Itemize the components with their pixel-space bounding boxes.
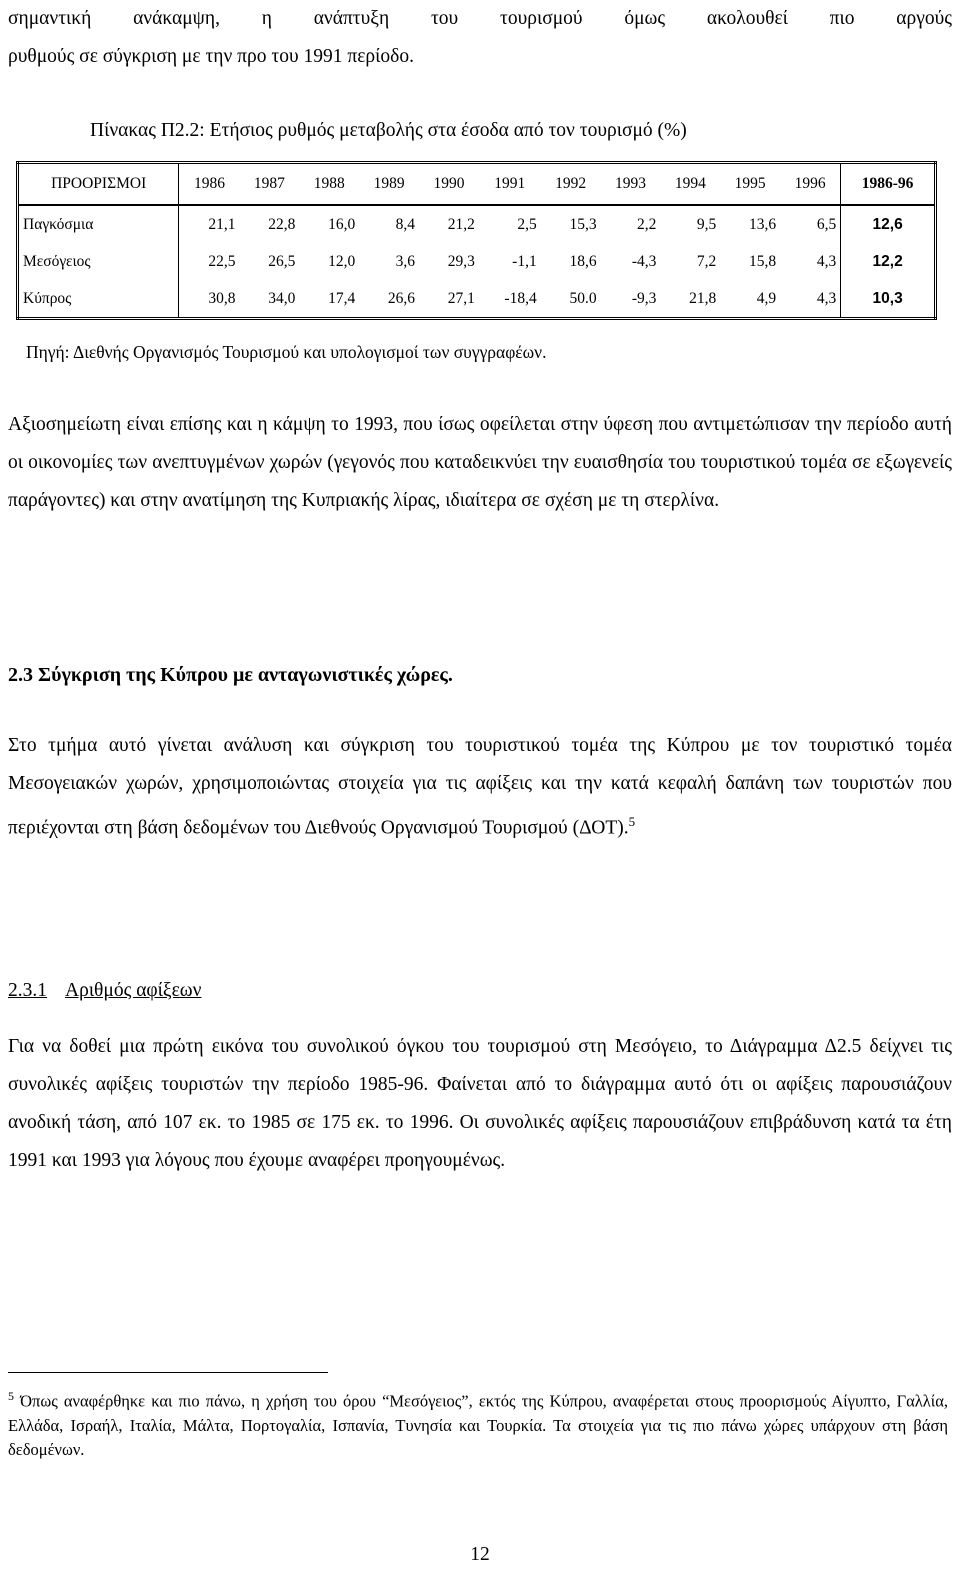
table-cell: 21,2 bbox=[447, 215, 475, 233]
section-paragraph-text: Στο τμήμα αυτό γίνεται ανάλυση και σύγκριση του τουριστικού τομέα της Κύπρου με τον τουριστικό τομέα Μεσογειακών χωρών, χρησιμοποιώντας στοιχεία για τις αφίξεις και την κατά κεφαλή δαπάνη των τουριστών που περιέχονται στη βάση δεδομένων του Διεθνούς Οργανισμού Τουρισμού (ΔΟΤ). bbox=[8, 735, 952, 839]
table-cell: -18,4 bbox=[504, 289, 537, 307]
table-cell-total: 12,2 bbox=[841, 243, 936, 280]
column-header: ΠΡΟΟΡΙΣΜΟΙ bbox=[18, 163, 179, 206]
subsection-heading bbox=[8, 976, 201, 1006]
table-cell: 50.0 bbox=[569, 289, 597, 307]
table-cell: 7,2 bbox=[696, 252, 717, 270]
table-cell: 6,5 bbox=[816, 215, 837, 233]
table-caption: Πίνακας Π2.2: Ετήσιος ρυθμός μεταβολής στα έσοδα από τον τουρισμό (%) bbox=[90, 120, 687, 141]
table-header-row bbox=[18, 163, 936, 206]
table-cell: 21,1 bbox=[208, 215, 236, 233]
column-header: 1996 bbox=[780, 163, 841, 206]
intro-line-1: σημαντική ανάκαμψη, η ανάπτυξη του τουρισμού όμως ακολουθεί πιο αργούς bbox=[8, 8, 952, 29]
table-cell: 4,9 bbox=[756, 289, 777, 307]
table-cell: 22,8 bbox=[268, 215, 296, 233]
footnote-text: Όπως αναφέρθηκε και πιο πάνω, η χρήση του όρου “Μεσόγειος”, εκτός της Κύπρου, αναφέρεται στους προορισμούς Αίγυπτο, Γαλλία, Ελλάδα, Ισραήλ, Ιταλία, Μάλτα, Πορτογαλία, Ισπανία, Τυνησία και Τουρκία. Τα στοιχεία για τις πιο πάνω χώρες υπάρχουν στη βάση δεδομένων. bbox=[8, 1391, 948, 1459]
footnote-separator bbox=[8, 1372, 328, 1373]
table-cell: -1,1 bbox=[512, 252, 537, 270]
table-cell: 26,5 bbox=[268, 252, 296, 270]
table-cell: 15,3 bbox=[569, 215, 597, 233]
column-header: 1990 bbox=[419, 163, 479, 206]
section-paragraph bbox=[8, 727, 952, 848]
table-cell: 21,8 bbox=[689, 289, 717, 307]
table-cell: 34,0 bbox=[268, 289, 296, 307]
table-cell: 13,6 bbox=[748, 215, 777, 233]
table-cell: 22,5 bbox=[208, 252, 236, 270]
column-header: 1994 bbox=[660, 163, 720, 206]
subsection-paragraph: Για να δοθεί μια πρώτη εικόνα του συνολικού όγκου του τουρισμού στη Μεσόγειο, το Διάγραμμα Δ2.5 δείχνει τις συνολικές αφίξεις τουριστών την περίοδο 1985-96. Φαίνεται από το διάγραμμα αυτό ότι οι αφίξεις παρουσιάζουν ανοδική τάση, από 107 εκ. το 1985 σε 175 εκ. το 1996. Οι συνολικές αφίξεις παρουσιάζουν επιβράδυνση κατά τα έτη 1991 και 1993 για λόγους που έχουμε αναφέρει προηγουμένως. bbox=[8, 1036, 952, 1171]
table-row bbox=[18, 243, 936, 280]
table-row bbox=[18, 205, 936, 243]
subsection-number: 2.3.1 bbox=[8, 980, 47, 1001]
intro-line-2: ρυθμούς σε σύγκριση με την προ του 1991 περίοδο. bbox=[8, 46, 414, 67]
footnote-reference: 5 bbox=[628, 814, 636, 829]
table-cell: 3,6 bbox=[395, 252, 416, 270]
table-cell: 29,3 bbox=[447, 252, 475, 270]
table-row bbox=[18, 280, 936, 319]
table-cell: 2,5 bbox=[517, 215, 537, 233]
table-cell: 4,3 bbox=[816, 252, 837, 270]
table-cell: 26,6 bbox=[387, 289, 416, 307]
subsection-title: Αριθμός αφίξεων bbox=[65, 980, 202, 1001]
row-label: Παγκόσμια bbox=[18, 205, 179, 243]
row-label: Κύπρος bbox=[18, 280, 179, 319]
section-heading: 2.3 Σύγκριση της Κύπρου με ανταγωνιστικές χώρες. bbox=[8, 664, 453, 686]
table-source-note: Πηγή: Διεθνής Οργανισμός Τουρισμού και υπολογισμοί των συγγραφέων. bbox=[26, 342, 547, 362]
revenue-change-table bbox=[16, 161, 937, 320]
row-label: Μεσόγειος bbox=[18, 243, 179, 280]
column-header: 1989 bbox=[359, 163, 419, 206]
table-cell: 4,3 bbox=[816, 289, 837, 307]
table-cell: 27,1 bbox=[447, 289, 475, 307]
table-cell: 8,4 bbox=[395, 215, 416, 233]
column-header: 1995 bbox=[720, 163, 780, 206]
page-number: 12 bbox=[470, 1544, 490, 1565]
table-cell: -4,3 bbox=[631, 252, 657, 270]
column-header: 1991 bbox=[479, 163, 541, 206]
paragraph-1: Αξιοσημείωτη είναι επίσης και η κάμψη το 1993, που ίσως οφείλεται στην ύφεση που αντιμετώπισαν την περίοδο αυτή οι οικονομίες των ανεπτυγμένων χωρών (γεγονός που καταδεικνύει την ευαισθησία του τουριστικού τομέα σε εξωγενείς παράγοντες) και στην ανατίμηση της Κυπριακής λίρας, ιδιαίτερα σε σχέση με τη στερλίνα. bbox=[8, 414, 952, 511]
table-cell: 2,2 bbox=[637, 215, 657, 233]
table-cell: 12,0 bbox=[328, 252, 356, 270]
table-cell-total: 10,3 bbox=[841, 280, 936, 319]
column-header: 1992 bbox=[541, 163, 601, 206]
table-cell: 30,8 bbox=[208, 289, 236, 307]
table-cell: 16,0 bbox=[328, 215, 356, 233]
table-cell: 18,6 bbox=[569, 252, 597, 270]
column-header: 1986 bbox=[179, 163, 240, 206]
table-cell: -9,3 bbox=[631, 289, 657, 307]
table-cell: 17,4 bbox=[328, 289, 356, 307]
footnote-marker: 5 bbox=[8, 1389, 14, 1403]
table-cell: 15,8 bbox=[748, 252, 777, 270]
column-header-period: 1986-96 bbox=[841, 163, 936, 206]
table-cell-total: 12,6 bbox=[841, 205, 936, 243]
column-header: 1993 bbox=[601, 163, 661, 206]
column-header: 1988 bbox=[299, 163, 359, 206]
table-cell: 9,5 bbox=[696, 215, 717, 233]
column-header: 1987 bbox=[240, 163, 300, 206]
footnote bbox=[8, 1384, 948, 1462]
